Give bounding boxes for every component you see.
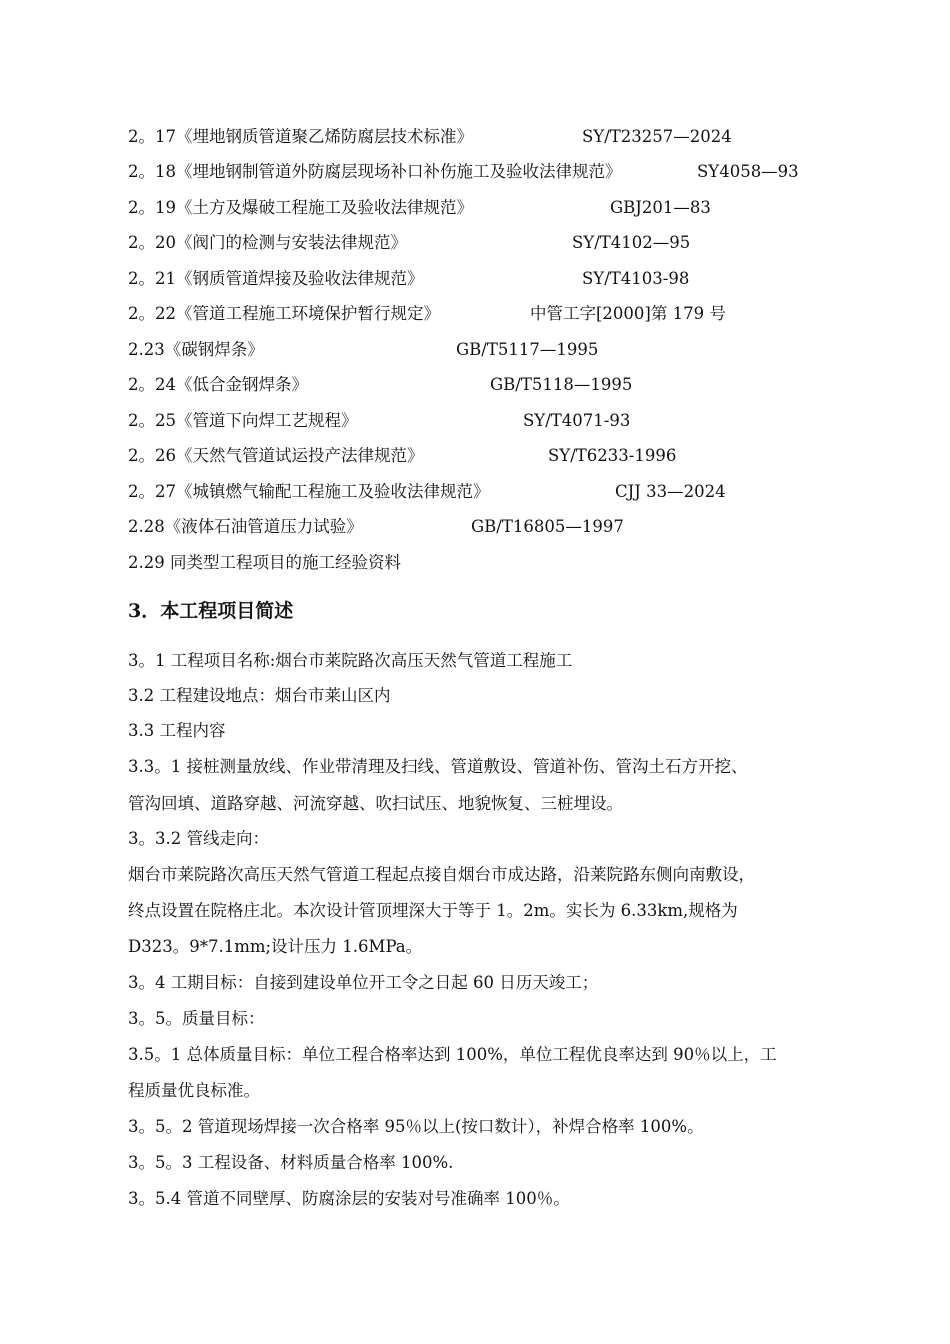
standard-code: SY4058—93 — [697, 162, 799, 181]
standard-title: 2.23《碳钢焊条》 — [128, 340, 264, 359]
standard-title: 2。20《阀门的检测与安装法律规范》 — [128, 233, 407, 252]
paragraph-line: 3.5。1 总体质量目标：单位工程合格率达到 100%，单位工程优良率达到 90％以上，工 — [128, 1045, 777, 1064]
standard-code: GB/T5118—1995 — [490, 375, 633, 394]
standard-title: 2。26《天然气管道试运投产法律规范》 — [128, 446, 424, 465]
standard-title: 2。19《土方及爆破工程施工及验收法律规范》 — [128, 198, 473, 217]
standard-title: 2.28《液体石油管道压力试验》 — [128, 517, 363, 536]
standard-code: GB/T5117—1995 — [456, 340, 599, 359]
standard-title: 2。27《城镇燃气输配工程施工及验收法律规范》 — [128, 482, 490, 501]
standard-title: 2。24《低合金钢焊条》 — [128, 375, 308, 394]
paragraph-line: 3。5。质量目标： — [128, 1009, 265, 1028]
standard-code: GB/T16805—1997 — [471, 517, 624, 536]
standard-code: SY/T6233-1996 — [548, 446, 677, 465]
standard-title: 2。18《埋地钢制管道外防腐层现场补口补伤施工及验收法律规范》 — [128, 162, 622, 181]
paragraph-line: 3.2 工程建设地点：烟台市莱山区内 — [128, 686, 391, 705]
standard-title: 2.29 同类型工程项目的施工经验资料 — [128, 553, 401, 572]
standard-title: 2。22《管道工程施工环境保护暂行规定》 — [128, 304, 440, 323]
standard-code: GBJ201—83 — [610, 198, 711, 217]
paragraph-line: 3。4 工期目标：自接到建设单位开工令之日起 60 日历天竣工； — [128, 973, 599, 992]
paragraph-line: 程质量优良标准。 — [128, 1081, 260, 1100]
paragraph-line: 3。1 工程项目名称:烟台市莱院路次高压天然气管道工程施工 — [128, 651, 573, 670]
paragraph-line: 3.3 工程内容 — [128, 721, 226, 740]
standard-code: CJJ 33—2024 — [615, 482, 726, 501]
paragraph-line: 3.3。1 接桩测量放线、作业带清理及扫线、管道敷设、管道补伤、管沟土石方开挖、 — [128, 757, 748, 776]
paragraph-line: 烟台市莱院路次高压天然气管道工程起点接自烟台市成达路，沿莱院路东侧向南敷设， — [128, 865, 755, 884]
paragraph-line: 3。5。2 管道现场焊接一次合格率 95％以上(按口数计），补焊合格率 100%。 — [128, 1117, 704, 1136]
standard-code: SY/T4071-93 — [523, 411, 631, 430]
standard-code: SY/T4103-98 — [582, 269, 690, 288]
paragraph-line: 3。5.4 管道不同壁厚、防腐涂层的安装对号准确率 100％。 — [128, 1189, 570, 1208]
paragraph-line: 3。3.2 管线走向： — [128, 829, 269, 848]
paragraph-line: D323。9*7.1mm;设计压力 1.6MPa。 — [128, 937, 423, 956]
standard-title: 2。21《钢质管道焊接及验收法律规范》 — [128, 269, 424, 288]
paragraph-line: 管沟回填、道路穿越、河流穿越、吹扫试压、地貌恢复、三桩埋设。 — [128, 794, 623, 813]
standard-code: SY/T4102—95 — [572, 233, 691, 252]
standard-code: 中管工字[2000]第 179 号 — [530, 304, 726, 323]
paragraph-line: 3。5。3 工程设备、材料质量合格率 100%. — [128, 1153, 454, 1172]
standard-title: 2。25《管道下向焊工艺规程》 — [128, 411, 358, 430]
standard-code: SY/T23257—2024 — [582, 127, 732, 146]
section-heading: 3．本工程项目简述 — [128, 600, 294, 622]
standard-title: 2。17《埋地钢质管道聚乙烯防腐层技术标准》 — [128, 127, 473, 146]
paragraph-line: 终点设置在院格庄北。本次设计管顶埋深大于等于 1。2m。实长为 6.33km,规格为 — [128, 901, 738, 920]
